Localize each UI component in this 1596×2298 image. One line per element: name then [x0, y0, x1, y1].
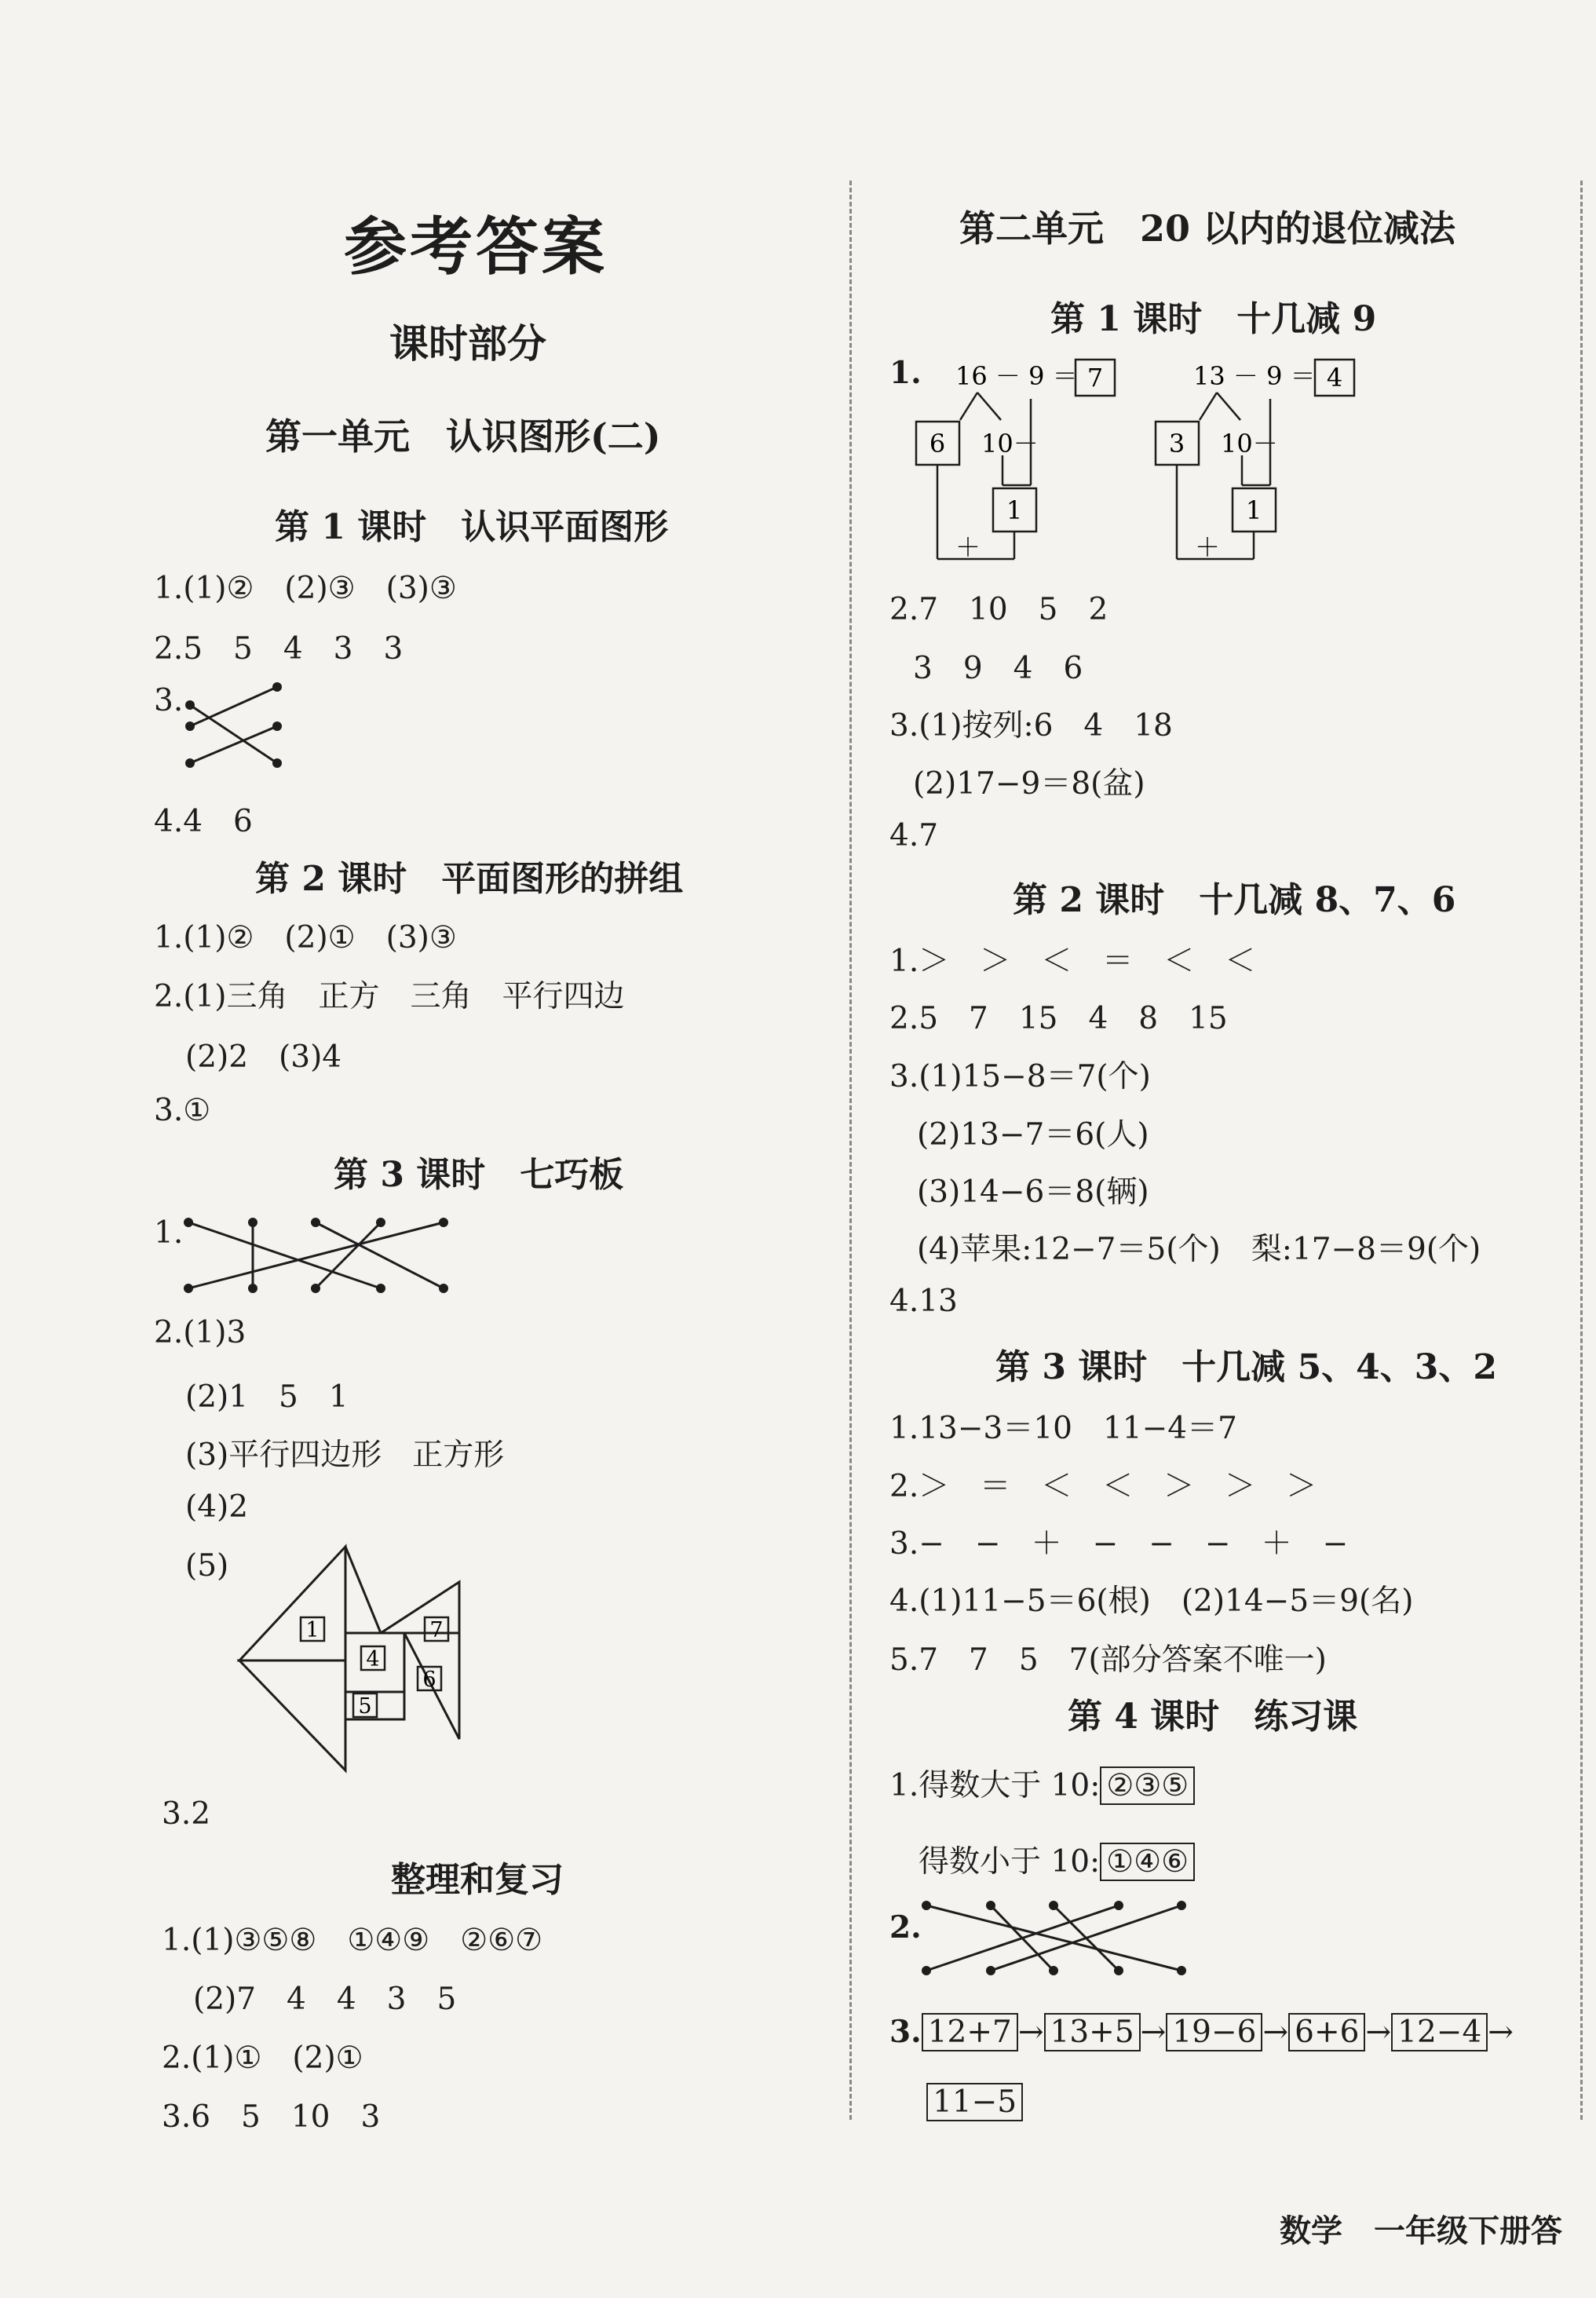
answer-line: 4.4 6 [154, 804, 253, 839]
answer-line: 5.7 7 5 7(部分答案不唯一) [889, 1642, 1327, 1678]
column-divider-right [1580, 181, 1583, 2120]
answer-line: (2)17−9＝8(盆) [913, 766, 1145, 802]
answer-line: (2)7 4 4 3 5 [193, 1982, 457, 2017]
page-title: 参考答案 [344, 210, 608, 283]
answer-line: 3 9 4 6 [913, 651, 1083, 686]
answer-box: 7 [1087, 363, 1104, 393]
section-subtitle: 课时部分 [389, 320, 546, 367]
matching-lines-diagram [919, 1896, 1201, 1982]
answer-line: (2)2 (3)4 [185, 1039, 342, 1075]
answer-line: 1.＞ ＞ ＜ ＝ ＜ ＜ [889, 944, 1256, 979]
arrow-icon: → [1140, 2015, 1167, 2050]
r-lesson3-title: 第 3 课时 十几减 5、4、3、2 [995, 1347, 1498, 1387]
answer-line: 3.2 [162, 1796, 211, 1832]
column-divider [849, 181, 852, 2120]
chain-box: 19−6 [1166, 2013, 1262, 2051]
review-title: 整理和复习 [391, 1860, 564, 1900]
tangram-label: 1 [305, 1618, 320, 1642]
answer-line: 2.5 5 4 3 3 [154, 631, 404, 667]
answer-line: 3.(1)15−8＝7(个) [889, 1059, 1151, 1094]
answer-line: 1.(1)② (2)③ (3)③ [154, 571, 457, 606]
answer-line: 2.(1)三角 正方 三角 平行四边 [154, 979, 625, 1014]
arrow-icon: → [1017, 2015, 1044, 2050]
matching-lines-diagram [181, 683, 290, 769]
answer-line: (4)2 [185, 1489, 249, 1525]
unit2-title: 第二单元 20 以内的退位减法 [959, 207, 1456, 250]
matching-lines-diagram [181, 1213, 463, 1299]
answer-line [926, 2084, 1023, 2120]
chain-box: 6+6 [1288, 2013, 1365, 2051]
expr-text: 16 － 9 ＝ [955, 361, 1078, 391]
r-lesson2-title: 第 2 课时 十几减 8、7、6 [1013, 880, 1456, 920]
answer-label: 得数小于 10: [919, 1844, 1101, 1880]
answer-line [889, 2014, 1514, 2050]
chain-box: 13+5 [1044, 2013, 1141, 2051]
arrow-icon: → [1365, 2015, 1392, 2050]
tangram-label: 7 [429, 1618, 444, 1642]
answer-line: 2.(1)① (2)① [162, 2040, 363, 2076]
unit1-title: 第一单元 认识图形(二) [265, 415, 661, 458]
chain-box: 12+7 [922, 2013, 1018, 2051]
answer-line: 3. [154, 683, 184, 718]
ten-label: 10－ [981, 429, 1039, 459]
answer-line: (3)14−6＝8(辆) [917, 1175, 1149, 1210]
answer-line: (5) [185, 1548, 229, 1584]
plus-sign: ＋ [955, 532, 981, 562]
answer-line: 2.5 7 15 4 8 15 [889, 1001, 1228, 1036]
split-box: 3 [1168, 429, 1185, 459]
decomposition-diagrams [915, 353, 1417, 565]
ten-label: 10－ [1221, 429, 1278, 459]
page-footer: 数学 一年级下册答 [1280, 2212, 1562, 2249]
answer-line: 1. [154, 1215, 184, 1251]
answer-label: 1.得数大于 10: [889, 1768, 1101, 1803]
answer-line: (4)苹果:12−7＝5(个) 梨:17−8＝9(个) [917, 1232, 1481, 1267]
answer-line: (3)平行四边形 正方形 [185, 1438, 505, 1473]
answer-line: 3.− − ＋ − − − ＋ − [889, 1526, 1349, 1562]
answer-box: 4 [1326, 363, 1343, 393]
arrow-icon: → [1262, 2015, 1289, 2050]
tangram-label: 4 [366, 1647, 380, 1671]
answer-line: 2.7 10 5 2 [889, 592, 1108, 627]
one-box: 1 [1245, 495, 1262, 525]
r-lesson4-title: 第 4 课时 练习课 [1068, 1697, 1358, 1737]
plus-sign: ＋ [1194, 532, 1221, 562]
lesson1-title: 第 1 课时 认识平面图形 [275, 507, 669, 547]
tangram-label: 6 [422, 1668, 436, 1692]
r-lesson1-title: 第 1 课时 十几减 9 [1050, 299, 1377, 339]
answer-line: 4.(1)11−5＝6(根) (2)14−5＝9(名) [889, 1584, 1414, 1619]
answer-line: (2)13−7＝6(人) [917, 1117, 1149, 1153]
split-box: 6 [929, 429, 946, 459]
answer-line [889, 1761, 1195, 1805]
lesson3-title: 第 3 课时 七巧板 [334, 1155, 624, 1195]
answer-box: ①④⑥ [1100, 1843, 1195, 1881]
chain-box: 11−5 [926, 2083, 1023, 2121]
answer-line: 3.6 5 10 3 [162, 2099, 381, 2135]
one-box: 1 [1006, 495, 1023, 525]
tangram-label: 5 [358, 1694, 372, 1719]
answer-line: 2.＞ ＝ ＜ ＜ ＞ ＞ ＞ [889, 1469, 1317, 1504]
answer-line: 4.13 [889, 1284, 958, 1319]
answer-line: 3.① [154, 1093, 211, 1128]
answer-line: 2.(1)3 [154, 1315, 247, 1350]
chain-box: 12−4 [1391, 2013, 1488, 2051]
answer-line: (2)1 5 1 [185, 1379, 349, 1415]
answer-line: 1.(1)③⑤⑧ ①④⑨ ②⑥⑦ [162, 1923, 543, 1958]
answer-line: 3.(1)按列:6 4 18 [889, 708, 1173, 743]
question-number: 3. [889, 2014, 922, 2050]
answer-line [919, 1837, 1195, 1881]
lesson2-title: 第 2 课时 平面图形的拼组 [255, 859, 684, 899]
answer-line: 1. [889, 355, 922, 391]
tangram-fish-diagram [239, 1543, 506, 1770]
answer-box: ②③⑤ [1100, 1766, 1195, 1805]
expr-text: 13 － 9 ＝ [1193, 361, 1316, 391]
answer-line: 1.(1)② (2)① (3)③ [154, 920, 457, 955]
answer-line: 1.13−3＝10 11−4＝7 [889, 1411, 1237, 1446]
answer-line: 2. [889, 1909, 922, 1945]
answer-line: 4.7 [889, 818, 939, 853]
arrow-icon: → [1488, 2015, 1514, 2050]
